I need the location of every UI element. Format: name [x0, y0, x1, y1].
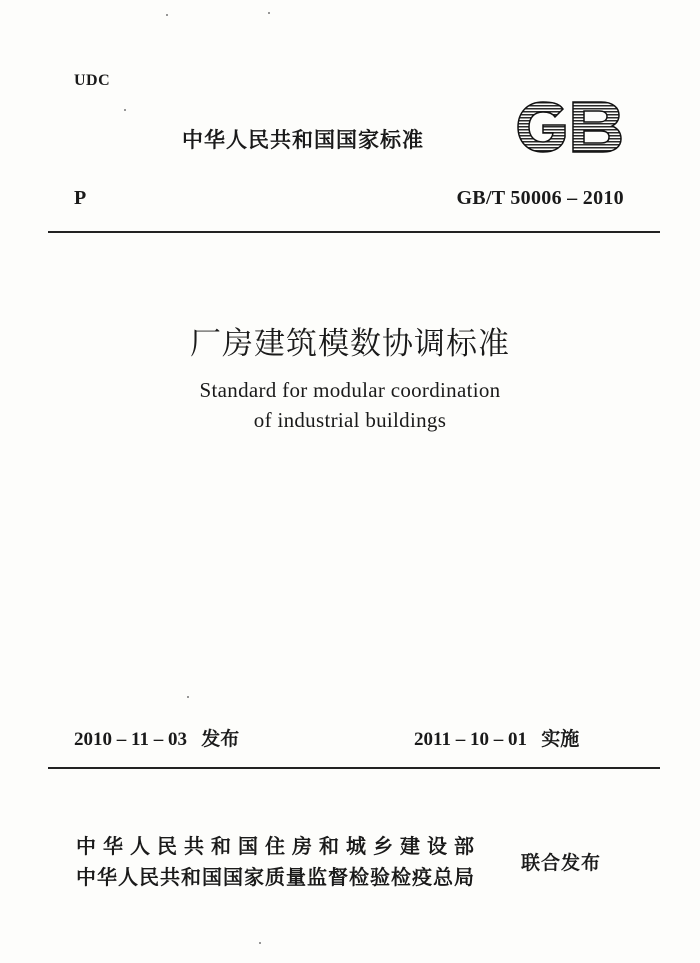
scan-speck	[166, 14, 168, 16]
national-standard-heading: 中华人民共和国国家标准	[182, 128, 424, 152]
udc-label: UDC	[74, 72, 111, 89]
joint-issue-label: 联合发布	[521, 852, 602, 874]
implement-label: 实施	[541, 728, 580, 750]
issue-date: 2010 – 11 – 03	[74, 729, 187, 750]
issue-label: 发布	[201, 728, 240, 750]
bottom-divider	[48, 767, 660, 769]
title-chinese: 厂房建筑模数协调标准	[190, 326, 510, 362]
gb-logo-icon	[515, 99, 623, 155]
scan-speck	[268, 12, 270, 14]
issue-date-block	[74, 724, 239, 751]
classification-code: P	[74, 187, 87, 209]
issuer-aqsiq: 中华人民共和国国家质量监督检验检疫总局	[76, 865, 475, 889]
title-english-line-2: of industrial buildings	[253, 408, 447, 432]
implement-date: 2011 – 10 – 01	[414, 729, 527, 750]
issuer-ministry-housing: 中华人民共和国住房和城乡建设部	[76, 834, 481, 858]
title-english-line-1: Standard for modular coordination	[199, 378, 501, 402]
standard-number: GB/T 50006 – 2010	[456, 187, 624, 209]
scan-speck	[259, 942, 261, 944]
top-divider	[48, 231, 660, 233]
scan-speck	[124, 109, 126, 111]
scan-speck	[187, 696, 189, 698]
implement-date-block	[414, 724, 579, 751]
